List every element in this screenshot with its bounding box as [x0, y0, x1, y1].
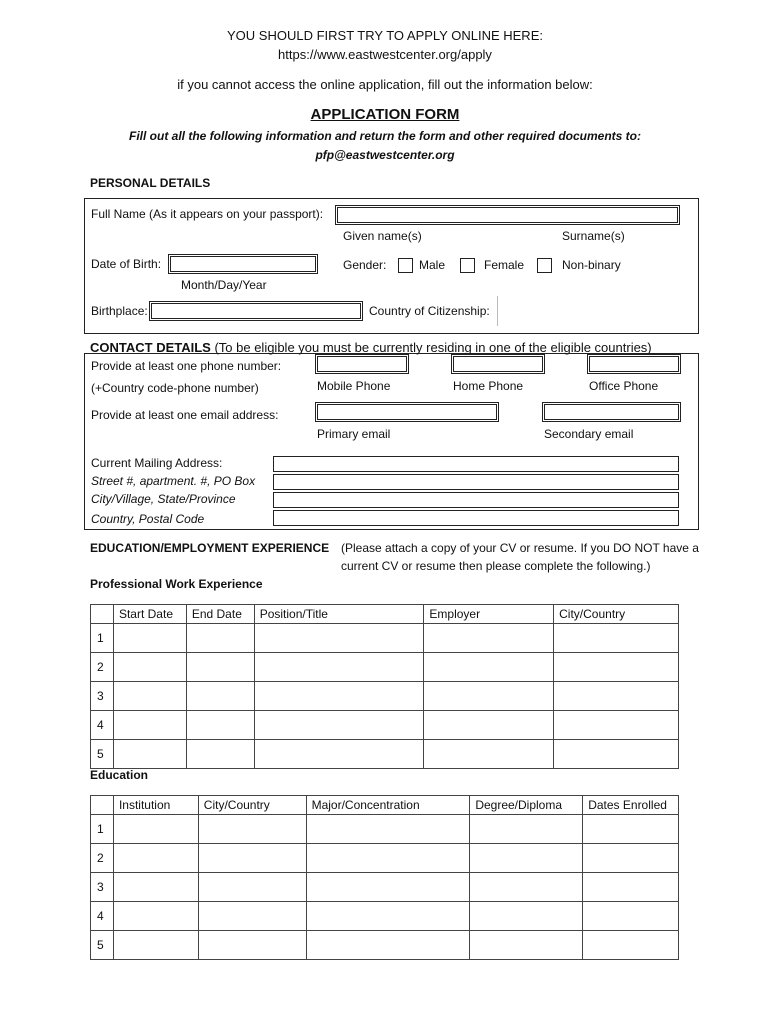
table-cell[interactable] [424, 711, 554, 740]
mobile-phone-field[interactable] [317, 356, 407, 372]
citizenship-label: Country of Citizenship: [369, 304, 490, 318]
table-cell[interactable] [254, 682, 424, 711]
table-row [91, 815, 679, 844]
table-cell[interactable] [306, 931, 470, 960]
row-number: 4 [91, 902, 114, 931]
personal-details-heading: PERSONAL DETAILS [90, 176, 211, 190]
table-cell[interactable] [198, 902, 306, 931]
gender-nonbinary-checkbox[interactable] [537, 258, 552, 273]
table-cell[interactable] [554, 740, 679, 769]
edu-col-dates: Dates Enrolled [583, 796, 679, 815]
table-cell[interactable] [470, 873, 583, 902]
surnames-label: Surname(s) [562, 229, 625, 243]
table-cell[interactable] [306, 844, 470, 873]
table-cell[interactable] [424, 653, 554, 682]
edu-col-number [91, 796, 114, 815]
table-cell[interactable] [583, 931, 679, 960]
table-cell[interactable] [186, 711, 254, 740]
table-cell[interactable] [470, 902, 583, 931]
primary-email-label: Primary email [317, 427, 391, 441]
table-cell[interactable] [424, 682, 554, 711]
address-hint-line1: Street #, apartment. #, PO Box [91, 474, 256, 488]
table-cell[interactable] [113, 711, 186, 740]
secondary-email-field[interactable] [544, 404, 679, 420]
table-cell[interactable] [113, 815, 198, 844]
table-cell[interactable] [113, 931, 198, 960]
row-number: 2 [91, 844, 114, 873]
work-experience-table [90, 604, 679, 769]
dob-field[interactable] [170, 256, 316, 272]
table-cell[interactable] [424, 624, 554, 653]
table-cell[interactable] [113, 740, 186, 769]
table-cell[interactable] [306, 815, 470, 844]
table-cell[interactable] [470, 844, 583, 873]
primary-email-field[interactable] [317, 404, 497, 420]
contact-heading-text: CONTACT DETAILS [90, 340, 211, 355]
table-cell[interactable] [113, 653, 186, 682]
offline-notice: if you cannot access the online application, fill out the information below: [177, 77, 593, 92]
apply-online-notice: YOU SHOULD FIRST TRY TO APPLY ONLINE HERE: [227, 28, 543, 43]
table-cell[interactable] [306, 873, 470, 902]
table-cell[interactable] [198, 815, 306, 844]
address-hint-line3: Country, Postal Code [91, 512, 205, 526]
table-cell[interactable] [470, 815, 583, 844]
row-number: 5 [91, 740, 114, 769]
table-cell[interactable] [198, 844, 306, 873]
table-row [91, 931, 679, 960]
work-col-start-date: Start Date [113, 605, 186, 624]
row-number: 5 [91, 931, 114, 960]
table-cell[interactable] [583, 873, 679, 902]
table-cell[interactable] [186, 740, 254, 769]
full-name-field[interactable] [337, 207, 678, 223]
table-cell[interactable] [554, 624, 679, 653]
birthplace-field[interactable] [151, 303, 361, 319]
address-field-3[interactable] [273, 492, 679, 508]
table-cell[interactable] [113, 902, 198, 931]
gender-label: Gender: [343, 258, 387, 272]
apply-url[interactable]: https://www.eastwestcenter.org/apply [278, 47, 492, 62]
gender-female-checkbox[interactable] [460, 258, 475, 273]
table-cell[interactable] [254, 711, 424, 740]
cv-note-line1: (Please attach a copy of your CV or resume. If you DO NOT have a [341, 541, 699, 555]
table-row [91, 624, 679, 653]
table-cell[interactable] [254, 740, 424, 769]
row-number: 2 [91, 653, 114, 682]
return-email: pfp@eastwestcenter.org [315, 148, 455, 162]
dob-label: Date of Birth: [91, 257, 162, 271]
work-col-city-country: City/Country [554, 605, 679, 624]
gender-male-checkbox[interactable] [398, 258, 413, 273]
secondary-email-label: Secondary email [544, 427, 634, 441]
edu-col-city-country: City/Country [198, 796, 306, 815]
table-cell[interactable] [113, 624, 186, 653]
work-col-employer: Employer [424, 605, 554, 624]
instruction-text: Fill out all the following information and return the form and other required documents to: [129, 129, 641, 143]
edu-col-institution: Institution [113, 796, 198, 815]
table-cell[interactable] [306, 902, 470, 931]
work-col-end-date: End Date [186, 605, 254, 624]
table-row [91, 653, 679, 682]
address-hint-line2: City/Village, State/Province [91, 492, 236, 506]
edu-col-degree: Degree/Diploma [470, 796, 583, 815]
table-cell[interactable] [554, 682, 679, 711]
email-label: Provide at least one email address: [91, 408, 279, 422]
table-row [91, 740, 679, 769]
home-phone-label: Home Phone [453, 379, 524, 393]
table-cell[interactable] [254, 624, 424, 653]
row-number: 1 [91, 624, 114, 653]
address-field-2[interactable] [273, 474, 679, 490]
table-row [91, 844, 679, 873]
work-experience-heading: Professional Work Experience [90, 577, 263, 591]
birthplace-label: Birthplace: [91, 304, 148, 318]
edu-col-major: Major/Concentration [306, 796, 470, 815]
page-title: APPLICATION FORM [310, 106, 460, 123]
citizenship-field-divider [497, 296, 498, 326]
work-col-position: Position/Title [254, 605, 424, 624]
work-col-number [91, 605, 114, 624]
full-name-label: Full Name (As it appears on your passport): [91, 207, 324, 221]
table-cell[interactable] [198, 931, 306, 960]
gender-nonbinary-label: Non-binary [562, 258, 621, 272]
home-phone-field[interactable] [453, 356, 543, 372]
cv-note-line2: current CV or resume then please complete the following.) [341, 559, 651, 573]
table-cell[interactable] [113, 844, 198, 873]
table-cell[interactable] [424, 740, 554, 769]
table-cell[interactable] [583, 902, 679, 931]
office-phone-label: Office Phone [589, 379, 659, 393]
address-field-4[interactable] [273, 510, 679, 526]
mobile-phone-label: Mobile Phone [317, 379, 391, 393]
row-number: 3 [91, 682, 114, 711]
given-names-label: Given name(s) [343, 229, 422, 243]
table-cell[interactable] [186, 682, 254, 711]
table-row [91, 873, 679, 902]
office-phone-field[interactable] [589, 356, 679, 372]
phone-hint: (+Country code-phone number) [91, 381, 259, 395]
contact-heading-note: (To be eligible you must be currently residing in one of the eligible countries) [210, 340, 652, 355]
dob-hint: Month/Day/Year [181, 278, 267, 292]
table-cell[interactable] [186, 653, 254, 682]
row-number: 3 [91, 873, 114, 902]
table-cell[interactable] [583, 815, 679, 844]
table-cell[interactable] [113, 682, 186, 711]
work-table-header [91, 605, 679, 624]
table-cell[interactable] [254, 653, 424, 682]
gender-male-label: Male [419, 258, 446, 272]
address-label: Current Mailing Address: [91, 456, 223, 470]
table-row [91, 711, 679, 740]
education-table [90, 795, 679, 960]
table-cell[interactable] [554, 711, 679, 740]
education-heading: Education [90, 768, 149, 782]
table-cell[interactable] [198, 873, 306, 902]
phone-label: Provide at least one phone number: [91, 359, 282, 373]
gender-female-label: Female [484, 258, 525, 272]
table-row [91, 682, 679, 711]
table-cell[interactable] [113, 873, 198, 902]
table-cell[interactable] [186, 624, 254, 653]
table-cell[interactable] [583, 844, 679, 873]
table-cell[interactable] [470, 931, 583, 960]
row-number: 1 [91, 815, 114, 844]
edu-employment-heading: EDUCATION/EMPLOYMENT EXPERIENCE [90, 541, 330, 555]
row-number: 4 [91, 711, 114, 740]
education-table-header [91, 796, 679, 815]
table-row [91, 902, 679, 931]
table-cell[interactable] [554, 653, 679, 682]
address-field-1[interactable] [273, 456, 679, 472]
